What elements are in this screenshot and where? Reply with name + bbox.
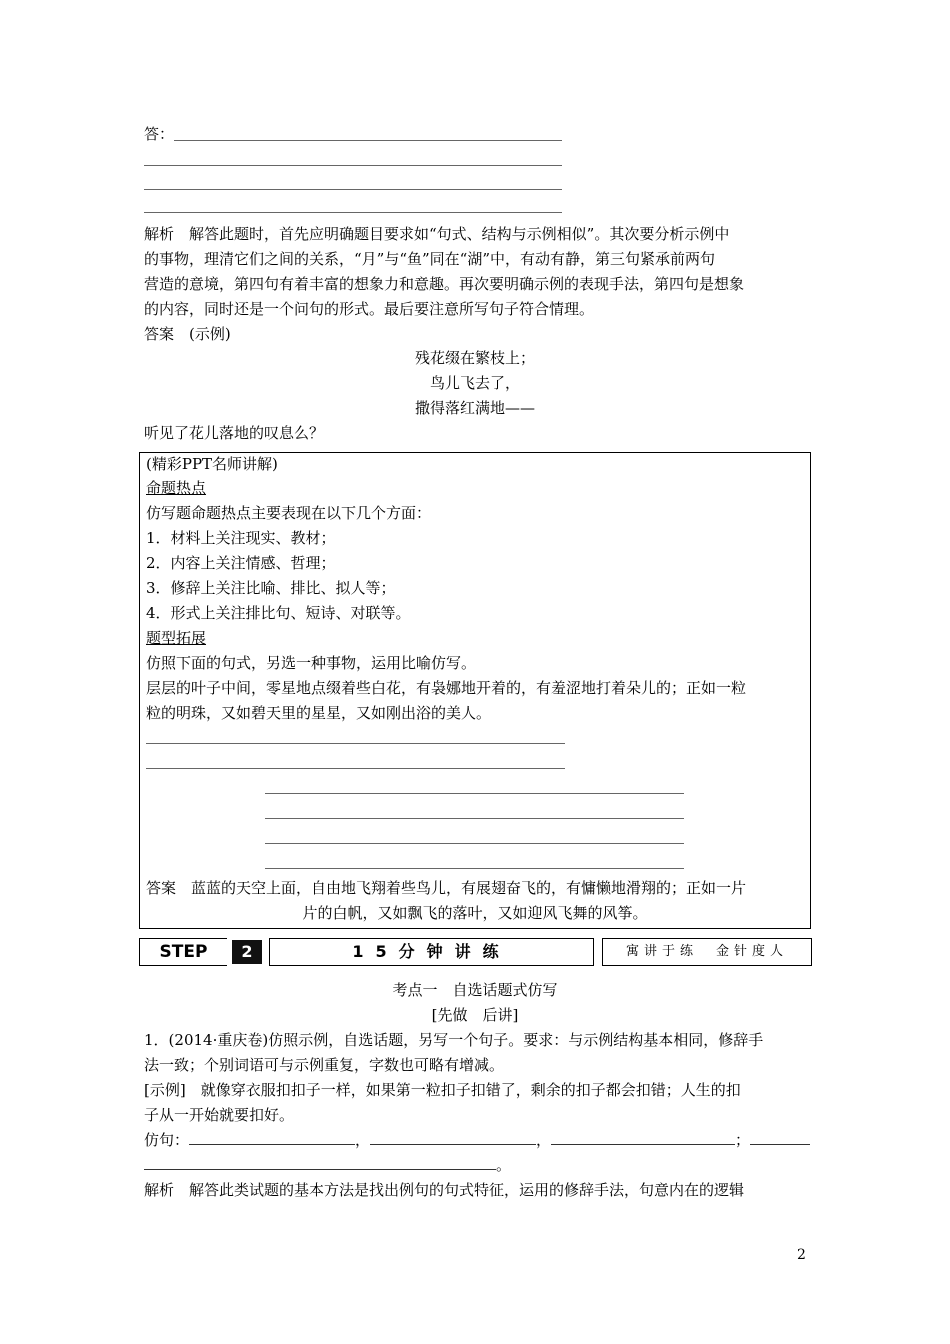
analysis-line-2: 的事物，理清它们之间的关系，“月”与“鱼”同在“湖”中，有动有静，第三句紧承前两句	[144, 250, 716, 268]
example-line-2: 子从一开始就要扣好。	[144, 1106, 295, 1124]
step-label: STEP	[139, 938, 227, 966]
imitate-blank[interactable]	[370, 1128, 536, 1145]
answer-blank-3	[144, 189, 562, 190]
step-title: 15分钟讲练	[269, 938, 594, 966]
extension-blank-2	[146, 768, 565, 769]
question-1-line-1: 1．(2014·重庆卷)仿照示例，自选话题，另写一个句子。要求：与示例结构基本相同，修辞手	[144, 1031, 764, 1049]
imitate-blank[interactable]	[189, 1128, 355, 1145]
answer-line-1	[144, 122, 174, 146]
hot-topic-item: 2．内容上关注情感、哲理；	[146, 554, 336, 572]
extension-title: 题型拓展	[146, 629, 207, 647]
imitate-line-2	[144, 1153, 511, 1177]
extension-blank-3	[265, 793, 684, 794]
imitate-blank[interactable]	[144, 1153, 496, 1170]
poem-line-2: 鸟儿飞去了，	[429, 374, 520, 392]
answer-blank-4	[144, 212, 562, 213]
imitate-blank[interactable]	[551, 1128, 735, 1145]
extension-example-2: 粒的明珠，又如碧天里的星星，又如刚出浴的美人。	[146, 704, 492, 722]
answer-title: 答案 (示例)	[144, 325, 231, 343]
answer-blank-2	[144, 165, 562, 166]
imitate-line	[144, 1128, 810, 1152]
analysis-line-1: 解析 解答此题时，首先应明确题目要求如“句式、结构与示例相似”。其次要分析示例中	[144, 225, 730, 243]
step-banner	[139, 938, 812, 968]
extension-blank-6	[265, 868, 684, 869]
comma: ，	[355, 1131, 371, 1149]
section-analysis: 解析 解答此类试题的基本方法是找出例句的句式特征，运用的修辞手法，句意内在的逻辑	[144, 1181, 745, 1199]
page-number: 2	[797, 1247, 806, 1263]
poem-line-4: 听见了花儿落地的叹息么？	[144, 424, 325, 442]
period: 。	[496, 1156, 512, 1174]
hot-topic-item: 1．材料上关注现实、教材；	[146, 529, 336, 547]
extension-blank-4	[265, 818, 684, 819]
hot-topics-intro: 仿写题命题热点主要表现在以下几个方面：	[146, 504, 432, 522]
analysis-line-4: 的内容，同时还是一个问句的形式。最后要注意所写句子符合情理。	[144, 300, 595, 318]
extension-example-1: 层层的叶子中间，零星地点缀着些白花，有袅娜地开着的，有羞涩地打着朵儿的；正如一粒	[146, 679, 747, 697]
imitate-blank[interactable]	[750, 1128, 810, 1145]
hot-topics-title: 命题热点	[146, 479, 207, 497]
analysis-line-3: 营造的意境，第四句有着丰富的想象力和意趣。再次要明确示例的表现手法，第四句是想象	[144, 275, 745, 293]
extension-blank-5	[265, 843, 684, 844]
hot-topic-item: 4．形式上关注排比句、短诗、对联等。	[146, 604, 411, 622]
extension-answer-2: 片的白帆，又如飘飞的落叶，又如迎风飞舞的风筝。	[302, 904, 648, 922]
imitate-label: 仿句：	[144, 1131, 190, 1149]
step-number: 2	[232, 940, 262, 964]
answer-label: 答：	[144, 125, 175, 143]
extension-prompt: 仿照下面的句式，另选一种事物，运用比喻仿写。	[146, 654, 477, 672]
poem-line-3: 撒得落红满地——	[414, 399, 535, 417]
extension-answer-1: 答案 蓝蓝的天空上面，自由地飞翔着些鸟儿，有展翅奋飞的，有慵懒地滑翔的；正如一片	[146, 879, 747, 897]
box-header: (精彩PPT名师讲解)	[146, 455, 278, 473]
hot-topic-item: 3．修辞上关注比喻、排比、拟人等；	[146, 579, 396, 597]
poem-line-1: 残花缀在繁枝上；	[414, 349, 535, 367]
extension-blank-1	[146, 743, 565, 744]
comma: ，	[536, 1131, 552, 1149]
question-1-line-2: 法一致；个别词语可与示例重复，字数也可略有增减。	[144, 1056, 505, 1074]
section-subtitle: [先做 后讲]	[431, 1006, 519, 1024]
semicolon: ；	[735, 1131, 751, 1149]
answer-blank-1	[174, 140, 562, 141]
section-title: 考点一 自选话题式仿写	[392, 981, 558, 999]
example-line-1: [示例] 就像穿衣服扣扣子一样，如果第一粒扣子扣错了，剩余的扣子都会扣错；人生的扣	[144, 1081, 741, 1099]
step-slogan: 寓讲于练 金针度人	[602, 938, 812, 966]
